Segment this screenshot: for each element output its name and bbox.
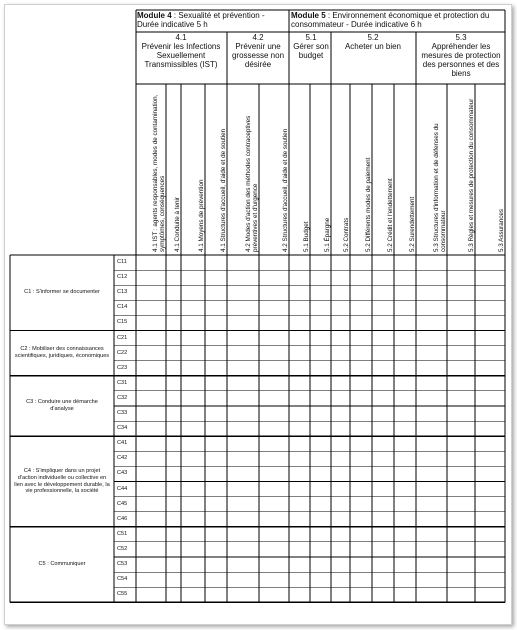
competence-code: C23	[117, 364, 128, 371]
column-header: 5.2 Surendettement	[409, 196, 416, 252]
subgroup-4-1	[137, 33, 225, 69]
competence-code: C55	[117, 591, 128, 598]
competence-code: C53	[117, 561, 128, 567]
column-header: 5.3 Assurances	[498, 208, 505, 252]
competence-code: C46	[117, 515, 128, 522]
module-4-desc: : Sexualité et prévention - Durée indicative 5 h	[137, 11, 265, 29]
module-4-title: Module 4	[137, 11, 172, 20]
subgroup-5-3-number: 5.3	[455, 33, 467, 42]
column-header: 4.1 IST : agents responsables, modes de contamination, symptômes, conséquences	[152, 94, 166, 252]
competence-code: C52	[117, 545, 128, 552]
subgroup-4-2-number: 4.2	[252, 33, 264, 42]
competence-label: C1 : S'informer se documenter	[24, 289, 100, 296]
competence-code: C45	[117, 500, 128, 507]
competence-code: C41	[117, 440, 128, 447]
subgroup-4-1-label: Prévenir les Infections Sexuellement Transmissibles (IST)	[141, 42, 221, 69]
subgroup-5-3-label: Appréhender les mesures de protection des personnes et des biens	[421, 42, 501, 78]
competence-code: C31	[117, 379, 128, 386]
competence-code: C14	[117, 304, 128, 311]
column-header: 4.2 Structures d'accueil, d'aide et de soutien	[282, 128, 289, 252]
module-5-header	[291, 12, 503, 29]
subgroup-5-3	[417, 33, 505, 78]
competence-code: C44	[117, 485, 128, 492]
column-header: 5.1 Épargne	[324, 217, 331, 252]
column-header: 5.3 Règles et mesures de protection du consommateur	[468, 98, 475, 252]
competence-code: C51	[117, 530, 128, 537]
module-5-title: Module 5	[291, 11, 326, 20]
competence-label: C5 : Communiquer	[38, 561, 86, 568]
module-4-header	[137, 12, 287, 29]
competence-code: C42	[117, 455, 128, 462]
competence-label: C4 : S'impliquer dans un projet d'action individuelle ou collective en lien avec le développement durable, la vie professionnelle, la société	[14, 467, 110, 495]
subgroup-5-2-number: 5.2	[367, 33, 379, 42]
competence-label: C3 : Conduire une démarche d'analyse	[26, 399, 98, 412]
competence-code: C15	[117, 319, 128, 326]
column-header: 5.2 Crédit et l'endettement	[387, 178, 394, 252]
competence-code: C54	[117, 576, 128, 583]
competence-code: C34	[117, 425, 128, 432]
competence-code: C33	[117, 410, 128, 416]
column-header: 4.1 Structures d'accueil, d'aide et de soutien	[220, 128, 227, 252]
competence-code: C32	[117, 394, 128, 401]
column-header: 4.1 Moyens de prévention	[198, 179, 205, 252]
competence-code: C13	[117, 289, 128, 296]
column-header: 5.1 Budget	[303, 221, 310, 252]
competence-label: C2 : Mobiliser des connaissances scientifiques, juridiques, économiques	[14, 346, 110, 360]
subgroup-5-2-label: Acheter un bien	[344, 42, 402, 51]
subgroup-4-2-label: Prévenir une grossesse non désirée	[231, 42, 285, 69]
subgroup-5-1-label: Gérer son budget	[293, 42, 329, 60]
subgroup-5-1	[291, 33, 331, 60]
column-header: 5.3 Structures d'information et de défenses du consommateur	[433, 123, 447, 252]
column-header: 5.2 Contrats	[343, 217, 350, 252]
competence-code: C43	[117, 470, 128, 477]
subgroup-5-1-number: 5.1	[305, 33, 317, 42]
subgroup-4-1-number: 4.1	[175, 33, 187, 42]
column-header: 4.2 Modes d'action des méthodes contraceptives préventives et d'urgence	[245, 115, 259, 252]
subgroup-4-2	[228, 33, 288, 69]
competence-code: C11	[117, 259, 127, 265]
subgroup-5-2	[333, 33, 413, 51]
competence-code: C12	[117, 274, 128, 281]
competence-code: C21	[117, 334, 128, 341]
module-5-desc: : Environnement économique et protection du consommateur - Durée indicative 6 h	[291, 11, 490, 29]
competence-code: C22	[117, 349, 128, 356]
column-header: 5.2 Différents modes de paiement	[365, 157, 372, 252]
column-header: 4.1 Conduite à tenir	[174, 197, 181, 252]
